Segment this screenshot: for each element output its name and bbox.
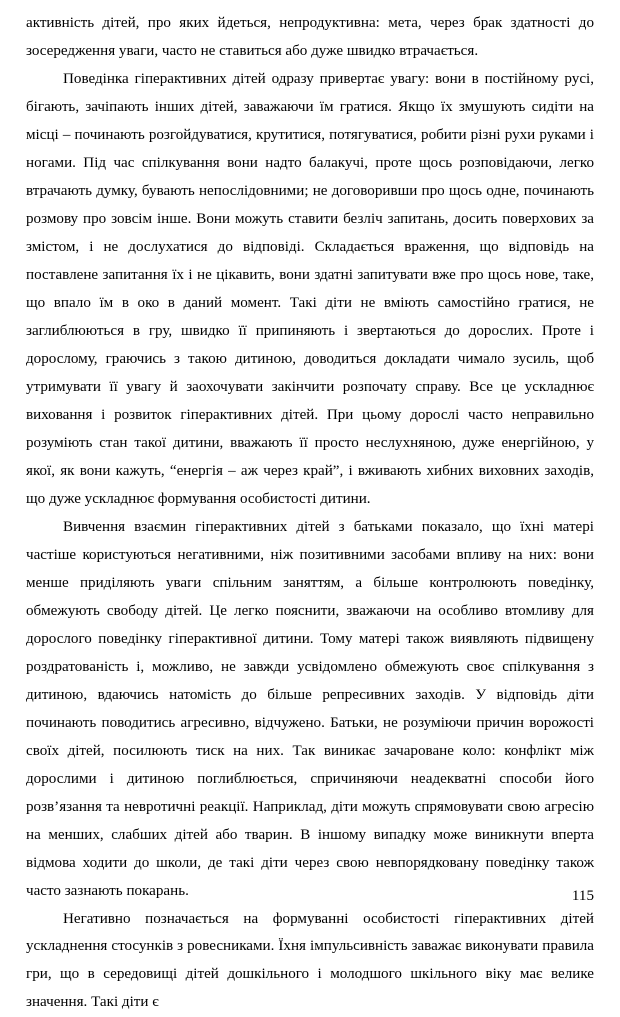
paragraph-continued: активність дітей, про яких йдеться, непродуктивна: мета, через брак здатності до зосередження уваги, часто не ставиться або дуже швидко втрачається.: [26, 10, 594, 66]
document-text-body: [26, 10, 594, 1017]
paragraph: Вивчення взаємин гіперактивних дітей з батьками показало, що їхні матері частіше користуються негативними, ніж позитивними засобами впливу на них: вони менше приділяють уваги спільним заняттям, а більше контролюють поведінку, обмежують свободу дітей. Це легко пояснити, зважаючи на особливо втомливу для дорослого поведінку гіперактивної дитини. Тому матері також виявляють підвищену роздратованість і, можливо, не завжди усвідомлено обмежують своє спілкування з дитиною, вдаючись натомість до більше репресивних заходів. У відповідь діти починають поводитись агресивно, відчужено. Батьки, не розуміючи причин ворожості своїх дітей, посилюють тиск на них. Так виникає зачароване коло: конфлікт між дорослими і дитиною поглиблюється, спричиняючи неадекватні способи його розв’язання та невротичні реакції. Наприклад, діти можуть спрямовувати свою агресію на менших, слабших дітей або тварин. В іншому випадку може виникнути вперта відмова ходити до школи, де такі діти через свою невпорядковану поведінку також часто зазнають покарань.: [26, 514, 594, 906]
paragraph: Поведінка гіперактивних дітей одразу привертає увагу: вони в постійному русі, бігають, зачіпають інших дітей, заважаючи їм гратися. Якщо їх змушують сидіти на місці – починають розгойдуватися, крутитися, потягуватися, робити різні рухи руками і ногами. Під час спілкування вони надто балакучі, проте щось розповідаючи, легко втрачають думку, бувають непослідовними; не договоривши про щось одне, починають розмову про зовсім інше. Вони можуть ставити безліч запитань, досить поверхових за змістом, і не дослухатися до відповіді. Складається враження, що відповідь на поставлене запитання їх і не цікавить, вони здатні запитувати вже про щось нове, таке, що впало їм в око в даний момент. Такі діти не вміють самостійно гратися, не заглиблюються в гру, швидко її припиняють і звертаються до дорослих. Проте і дорослому, граючись з такою дитиною, доводиться докладати чимало зусиль, щоб утримувати її увагу й заохочувати закінчити розпочату справу. Все це ускладнює виховання і розвиток гіперактивних дітей. При цьому дорослі часто неправильно розуміють стан такої дитини, вважають її просто неслухняною, дуже енергійною, у якої, як вони кажуть, “енергія – аж через край”, і вживають хибних виховних заходів, що дуже ускладнює формування особистості дитини.: [26, 66, 594, 514]
page-number: 115: [572, 889, 594, 904]
paragraph: Негативно позначається на формуванні особистості гіперактивних дітей ускладнення стосунків з ровесниками. Їхня імпульсивність заважає виконувати правила гри, що в середовищі дітей дошкільного і молодшого шкільного віку має велике значення. Такі діти є: [26, 906, 594, 1017]
